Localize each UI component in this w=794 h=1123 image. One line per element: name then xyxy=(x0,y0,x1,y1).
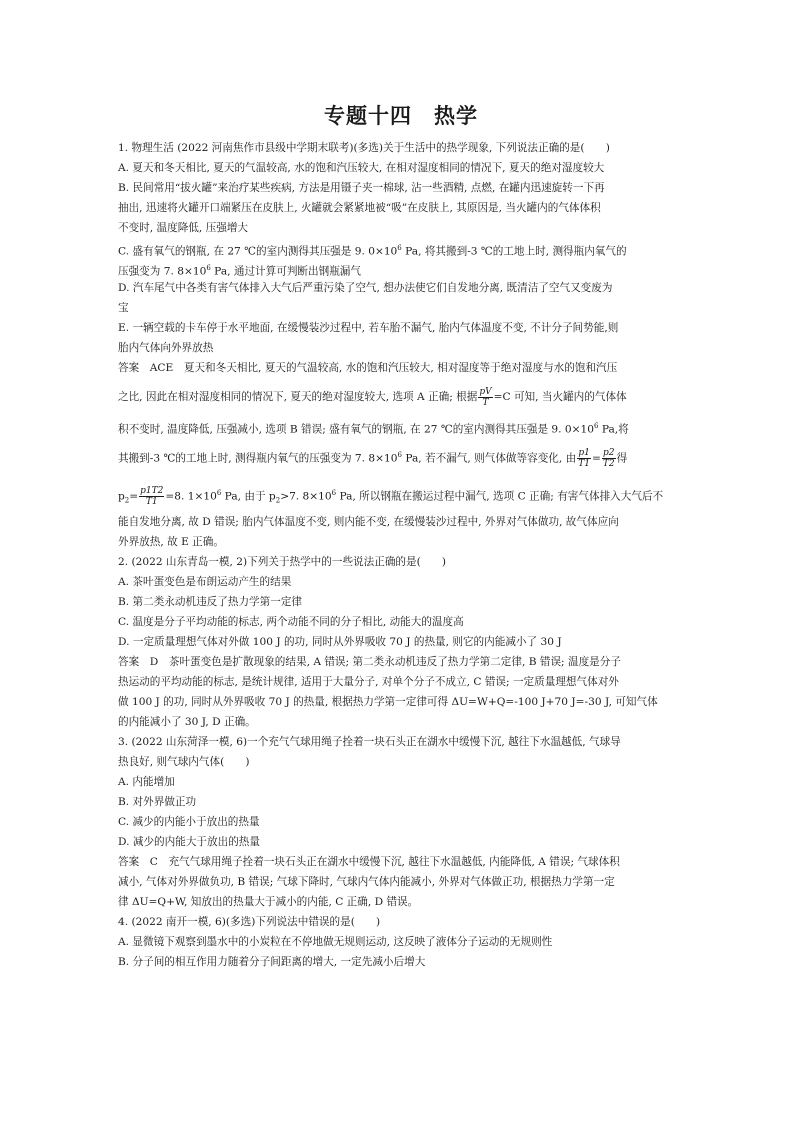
document-page xyxy=(118,100,684,972)
page-title: 专题十四 热学 xyxy=(324,104,478,128)
q1-option-b: B. 民间常用“拔火罐”来治疗某些疾病, 方法是用镊子夹一棉球, 沾一些酒精, 点燃, 在罐内迅速旋转一下再 xyxy=(118,182,605,194)
q1-option-d: D. 汽车尾气中各类有害气体排入大气后严重污染了空气, 想办法使它们自发地分离, 既清洁了空气又变废为 xyxy=(118,282,613,294)
q3-option-c: C. 减少的内能小于放出的热量 xyxy=(118,816,260,828)
q2-answer-cont: 做 100 J 的功, 同时从外界吸收 70 J 的热量, 根据热力学第一定律可得 ΔU=W+Q=-100 J+70 J=-30 J, 可知气体 xyxy=(118,696,658,708)
fraction-p1-over-t1: $\frac{p1}{T1}$ xyxy=(578,448,590,470)
q2-answer: 答案 D 茶叶蛋变色是扩散现象的结果, A 错误; 第二类永动机违反了热力学第二定律, B 错误; 温度是分子 xyxy=(118,656,621,668)
q1-answer-cont: 外界放热, 故 E 正确。 xyxy=(118,536,224,548)
q3-answer-cont: 减小, 气体对外界做负功, B 错误; 气球下降时, 气球内气体内能减小, 外界对气体做正功, 根据热力学第一定 xyxy=(118,876,615,888)
q1-option-c: C. 盛有氧气的钢瓶, 在 27 ℃的室内测得其压强是 9. $0\times 10^6$ Pa, 将其搬到-3 ℃的工地上时, 测得瓶内氧气的 xyxy=(118,244,627,258)
q1-option-e-cont: 胎内气体向外界放热 xyxy=(118,342,214,354)
q2-answer-cont: 热运动的平均动能的标志, 是统计规律, 适用于大量分子, 对单个分子不成立, C 错误; 一定质量理想气体对外 xyxy=(118,676,619,688)
q3-option-a: A. 内能增加 xyxy=(118,776,175,788)
q1-answer: 答案 ACE 夏天和冬天相比, 夏天的气温较高, 水的饱和汽压较大, 相对湿度等于绝对湿度与水的饱和汽压 xyxy=(118,362,618,374)
q1-option-b-cont: 抽出, 迅速将火罐开口端紧压在皮肤上, 火罐就会紧紧地被“吸”在皮肤上, 其原因是, 当火罐内的气体体积 xyxy=(118,202,601,214)
q4-option-a: A. 显微镜下观察到墨水中的小炭粒在不停地做无规则运动, 这反映了液体分子运动的无规则性 xyxy=(118,936,553,948)
q3-stem-cont: 热良好, 则气球内气体( ) xyxy=(118,756,250,768)
fraction-p2-over-t2: $\frac{p2}{T2}$ xyxy=(602,448,615,470)
q1-answer-cont: 能自发地分离, 故 D 错误; 胎内气体温度不变, 则内能不变, 在缓慢装沙过程中, 外界对气体做功, 故气体应向 xyxy=(118,516,619,528)
q1-option-d-cont: 宝 xyxy=(118,302,129,314)
q2-stem: 2. (2022 山东青岛一模, 2)下列关于热学中的一些说法正确的是( ) xyxy=(118,556,447,568)
q3-answer-cont: 律 ΔU=Q+W, 知放出的热量大于减小的内能, C 正确, D 错误。 xyxy=(118,896,419,908)
q1-option-c-cont: 压强变为 7. $8\times 10^6$ Pa, 通过计算可判断出钢瓶漏气 xyxy=(118,264,361,278)
q2-option-d: D. 一定质量理想气体对外做 100 J 的功, 同时从外界吸收 70 J 的热量, 则它的内能减小了 30 J xyxy=(118,636,562,648)
fraction-p1t2-over-t1: $\frac{p1T2}{T1}$ xyxy=(140,486,164,508)
q1-option-a: A. 夏天和冬天相比, 夏天的气温较高, 水的饱和汽压较大, 在相对湿度相同的情况下, 夏天的绝对湿度较大 xyxy=(118,162,605,174)
q2-answer-cont: 的内能减小了 30 J, D 正确。 xyxy=(118,716,256,728)
q3-option-d: D. 减少的内能大于放出的热量 xyxy=(118,836,260,848)
q1-option-b-cont: 不变时, 温度降低, 压强增大 xyxy=(118,222,249,234)
q1-option-e: E. 一辆空载的卡车停于水平地面, 在缓慢装沙过程中, 若车胎不漏气, 胎内气体温度不变, 不计分子间势能,则 xyxy=(118,322,619,334)
q3-stem: 3. (2022 山东菏泽一模, 6)一个充气气球用绳子拴着一块石头正在湖水中缓慢下沉, 越往下水温越低, 气球导 xyxy=(118,736,621,748)
q2-option-a: A. 茶叶蛋变色是布朗运动产生的结果 xyxy=(118,576,292,588)
q3-answer: 答案 C 充气气球用绳子拴着一块石头正在湖水中缓慢下沉, 越往下水温越低, 内能降低, A 错误; 气球体积 xyxy=(118,856,620,868)
q1-answer-cont: 之比, 因此在相对湿度相同的情况下, 夏天的绝对湿度较大, 选项 A 正确; 根据 $\frac{pV}{T}$ =C 可知, 当火罐内的气体体 xyxy=(118,386,627,408)
q2-option-c: C. 温度是分子平均动能的标志, 两个动能不同的分子相比, 动能大的温度高 xyxy=(118,616,464,628)
q1-stem: 1. 物理生活 (2022 河南焦作市县级中学期末联考)(多选)关于生活中的热学现象, 下列说法正确的是( ) xyxy=(118,142,610,154)
q4-stem: 4. (2022 南开一模, 6)(多选)下列说法中错误的是( ) xyxy=(118,916,381,928)
q4-option-b: B. 分子间的相互作用力随着分子间距离的增大, 一定先减小后增大 xyxy=(118,956,426,968)
fraction-pv-over-t: $\frac{pV}{T}$ xyxy=(479,386,492,408)
q3-option-b: B. 对外界做正功 xyxy=(118,796,197,808)
q1-answer-cont: 其搬到-3 ℃的工地上时, 测得瓶内氧气的压强变为 7. $8\times 10^6$ Pa, 若不漏气, 则气体做等容变化, 由 $\frac{p1}{T1}$ = $\frac{p2}{T2}$ 得 xyxy=(118,448,628,470)
q2-option-b: B. 第二类永动机违反了热力学第一定律 xyxy=(118,596,303,608)
q1-answer-cont: 积不变时, 温度降低, 压强减小, 选项 B 错误; 盛有氧气的钢瓶, 在 27 ℃的室内测得其压强是 9. $0\times 10^6$ Pa,将 xyxy=(118,422,629,436)
q1-answer-cont: $p_2=$ $\frac{p1T2}{T1}$ =8. $1\times 10^6$ Pa, 由于 $p_2>7$. $8\times 10^6$ Pa, 所以钢瓶在搬运过程中漏气, 选项 C 正确; 有害气体排入大气后不 xyxy=(118,486,664,508)
